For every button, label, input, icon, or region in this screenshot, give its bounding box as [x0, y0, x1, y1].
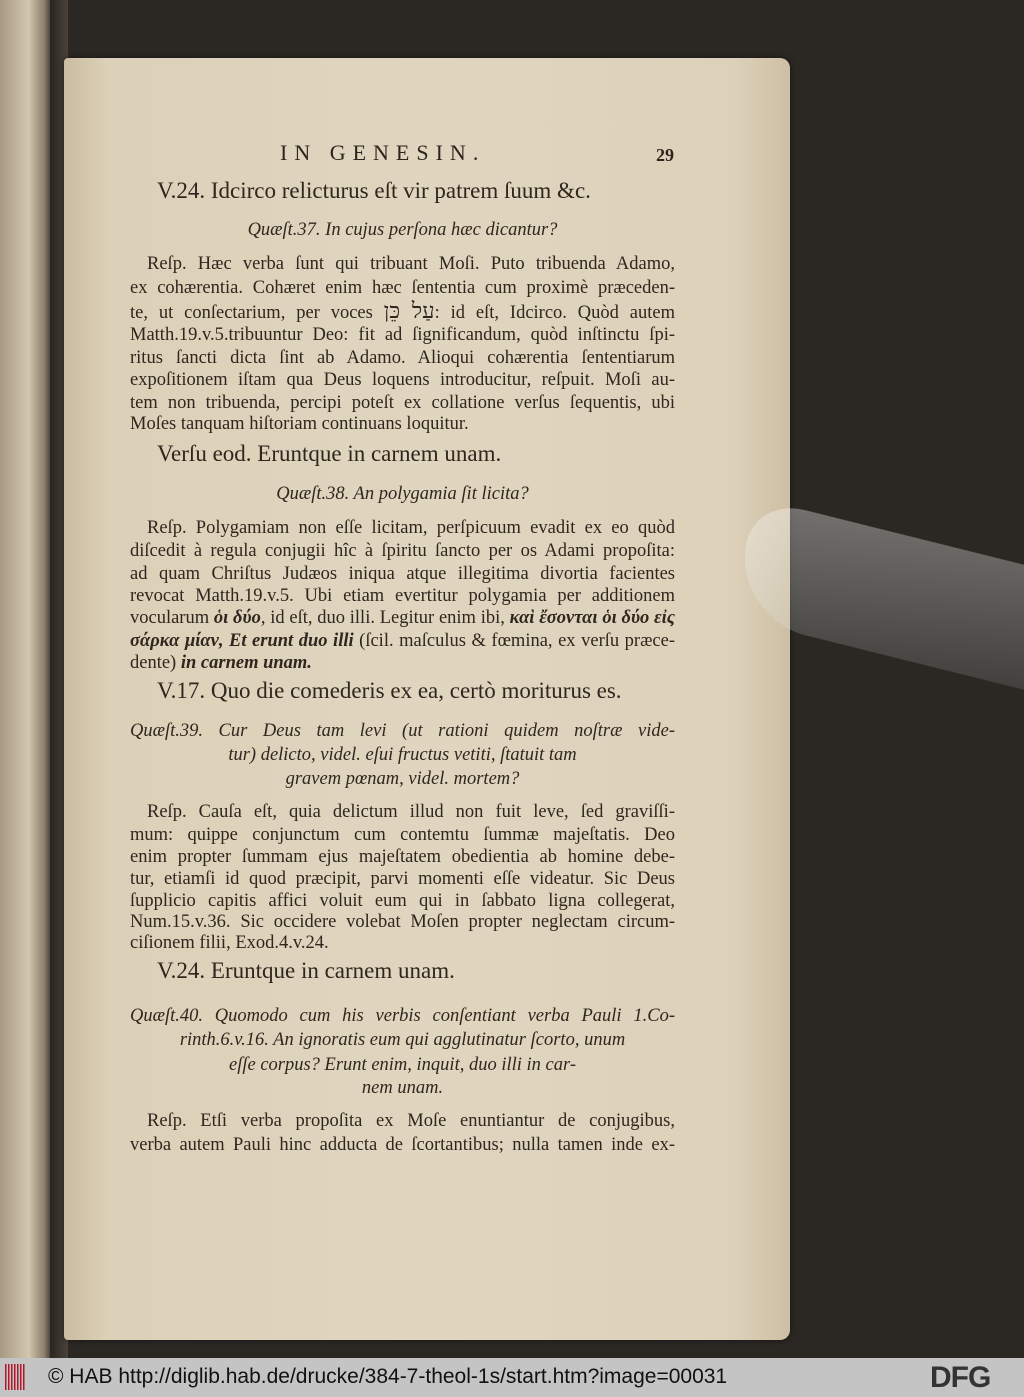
text-segment: ciſionem filii, Exod.4.v.24. [130, 933, 329, 953]
response-line [130, 563, 675, 585]
response-line [130, 868, 675, 890]
section-heading: Verſu eod. Eruntque in carnem unam. [157, 441, 502, 466]
question-line: nem unam. [361, 1078, 444, 1098]
text-segment: Reſp. Cauſa eſt, quia delictum illud non fuit leve, ſed graviſſi- [147, 802, 675, 822]
response-line [130, 911, 675, 933]
text-segment: expoſitionem iſtam qua Deus loquens introducitur, reſpuit. Moſi au- [130, 370, 675, 390]
text-segment: tur, etiamſi id quod præcipit, parvi momenti eſſe videatur. Sic Deus [130, 869, 675, 889]
italic-text: in carnem unam. [180, 653, 312, 673]
page-number: 29 [656, 145, 674, 165]
italic-text: καὶ ἔσονται ὁι δύο εἰς [509, 608, 675, 628]
response-line [130, 540, 675, 562]
question-line: Quæſt.40. Quomodo cum his verbis conſentiant verba Pauli 1.Co- [130, 1006, 675, 1026]
text-segment: ritus ſancti dicta ſint ab Adamo. Alioqui cohærentia ſententiarum [130, 348, 675, 368]
response-line [130, 932, 675, 954]
text-segment: diſcedit à regula conjugii hîc à ſpiritu ſancto per os Adami propoſita: [130, 541, 675, 561]
copyright-url[interactable]: © HAB http://diglib.hab.de/drucke/384-7-theol-1s/start.htm?image=00031 [48, 1365, 728, 1388]
running-head: IN GENESIN. [280, 140, 486, 165]
facing-page-edge [0, 0, 52, 1358]
text-segment: Reſp. Hæc verba ſunt qui tribuant Moſi. Puto tribuenda Adamo, [147, 254, 675, 274]
text-segment: tem non tribuenda, percipi poteſt ex collatione verſus ſequentis, ubi [130, 393, 675, 413]
response-line [130, 347, 675, 369]
italic-text: σάρκα μίαν, Et erunt duo illi [130, 631, 354, 651]
hab-logo-icon [5, 1364, 25, 1390]
text-segment: Matth.19.v.5.tribuuntur Deo: fit ad ſignificandum, quòd inſtinctu ſpi- [130, 325, 675, 345]
text-segment: dente) [130, 653, 181, 673]
text-segment: mum: quippe conjunctum cum contemtu ſummæ majeſtatis. Deo [130, 825, 675, 845]
response-line [130, 607, 675, 629]
section-heading: V.24. Idcirco relicturus eſt vir patrem ſuum &c. [157, 178, 591, 203]
text-segment: enim propter ſummam ejus majeſtatem obedientia ab homine debe- [130, 847, 675, 867]
question-line: Quæſt.39. Cur Deus tam levi (ut rationi quidem noſtræ vide- [130, 721, 675, 741]
response-line [147, 253, 675, 275]
hebrew-text: עַל כֵּן [383, 298, 435, 323]
question-line: tur) delicto, videl. eſui fructus vetiti, ſtatuit tam [228, 745, 577, 765]
footer-bar [0, 1358, 1024, 1397]
response-line [130, 392, 675, 414]
section-heading: V.24. Eruntque in carnem unam. [157, 958, 455, 983]
text-segment: ſupplicio capitis affici voluit eum qui in ſabbato ligna collegerat, [130, 891, 675, 911]
question-line: Quæſt.37. In cujus perſona hæc dicantur? [247, 220, 558, 240]
text-segment: te, ut conſectarium, per voces [130, 303, 384, 323]
response-line [130, 277, 675, 299]
question-line: rinth.6.v.16. An ignoratis eum qui agglutinatur ſcorto, unum [179, 1030, 626, 1050]
response-line [130, 1134, 675, 1156]
response-line [130, 585, 675, 607]
response-line [147, 801, 675, 823]
text-segment: ad quam Chriſtus Judæos iniqua atque illegitima divortia facientes [130, 564, 675, 584]
response-line [130, 369, 675, 391]
response-line [130, 890, 675, 912]
text-segment: : id eſt, Idcirco. Quòd autem [434, 303, 676, 323]
text-segment: vocularum [130, 608, 214, 628]
section-heading: V.17. Quo die comederis ex ea, certò moriturus es. [157, 678, 622, 703]
text-segment: ex cohærentia. Cohæret enim hæc ſententia cum proximè præceden- [130, 278, 675, 298]
response-line [130, 630, 675, 652]
question-line: Quæſt.38. An polygamia ſit licita? [276, 484, 529, 504]
dfg-logo: DFG [930, 1361, 991, 1394]
response-line [130, 824, 675, 846]
text-segment: Reſp. Polygamiam non eſſe licitam, perſpicuum evadit ex eo quòd [147, 518, 675, 538]
response-line [130, 300, 675, 324]
response-line [147, 517, 675, 539]
italic-text: ὁι δύο [213, 608, 261, 628]
response-line [130, 324, 675, 346]
question-line: gravem pœnam, videl. mortem? [285, 769, 520, 789]
text-segment: revocat Matth.19.v.5. Ubi etiam evertitur polygamia per additionem [130, 586, 675, 606]
response-line [130, 652, 675, 674]
response-line [147, 1110, 675, 1132]
text-segment: Num.15.v.36. Sic occidere volebat Moſen propter neglectam circum- [130, 912, 675, 932]
question-line: eſſe corpus? Erunt enim, inquit, duo illi in car- [229, 1055, 576, 1075]
text-segment: Reſp. Etſi verba propoſita ex Moſe enuntiantur de conjugibus, [147, 1111, 675, 1131]
response-line [130, 846, 675, 868]
response-line [130, 413, 675, 435]
text-segment: (ſcil. maſculus & fœmina, ex verſu præce- [353, 631, 675, 651]
text-segment: verba autem Pauli hinc adducta de ſcortantibus; nulla tamen inde ex- [130, 1135, 675, 1155]
text-segment: Moſes tanquam hiſtoriam continuans loquitur. [130, 414, 469, 434]
text-segment: , id eſt, duo illi. Legitur enim ibi, [260, 608, 510, 628]
